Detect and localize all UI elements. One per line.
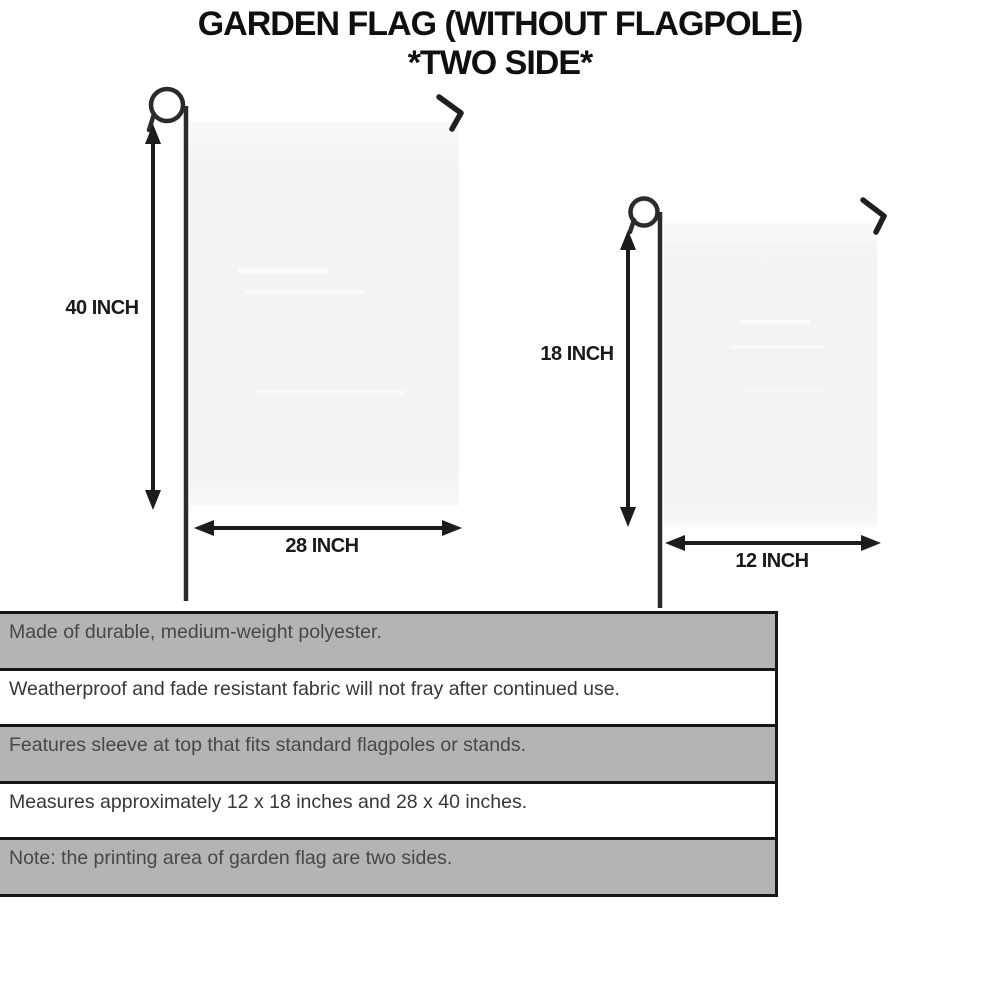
- feature-list: [0, 611, 778, 897]
- small-flag-height-label: 18 INCH: [540, 343, 614, 365]
- feature-row-material: Made of durable, medium-weight polyester.: [0, 614, 775, 671]
- arrow-head-down: [145, 490, 161, 510]
- large-pole-loop: [151, 89, 183, 121]
- fabric-crease: [745, 388, 825, 392]
- page-title: GARDEN FLAG (WITHOUT FLAGPOLE): [197, 5, 803, 43]
- arrow-head-up: [145, 124, 161, 144]
- fabric-crease: [740, 320, 810, 324]
- page-subtitle: *TWO SIDE*: [407, 44, 593, 82]
- feature-row-measures: Measures approximately 12 x 18 inches and 28 x 40 inches.: [0, 784, 775, 841]
- feature-row-sleeve: Features sleeve at top that fits standard flagpoles or stands.: [0, 727, 775, 784]
- arrow-head-down: [620, 507, 636, 527]
- small-pole-loop-tail: [630, 220, 634, 232]
- fabric-crease: [238, 268, 328, 273]
- large-flag-group: [145, 89, 462, 601]
- arrow-head-up: [620, 230, 636, 250]
- arrow-head-right: [861, 535, 881, 551]
- large-flag-height-label: 40 INCH: [65, 297, 139, 319]
- small-flag-group: [620, 199, 884, 609]
- fabric-crease: [255, 390, 405, 395]
- large-flag-width-label: 28 INCH: [285, 535, 359, 557]
- fabric-crease: [730, 345, 825, 349]
- feature-row-weatherproof: Weatherproof and fade resistant fabric will not fray after continued use.: [0, 671, 775, 728]
- arrow-head-left: [665, 535, 685, 551]
- small-flag-width-label: 12 INCH: [735, 550, 809, 572]
- large-flag-sleeve: [190, 122, 459, 144]
- feature-row-note: Note: the printing area of garden flag are two sides.: [0, 840, 775, 894]
- small-flag-sleeve: [664, 223, 877, 241]
- large-flag-fabric: [190, 122, 459, 506]
- fabric-crease: [245, 290, 365, 295]
- arrow-head-left: [194, 520, 214, 536]
- small-flag-fabric: [664, 223, 877, 527]
- arrow-head-right: [442, 520, 462, 536]
